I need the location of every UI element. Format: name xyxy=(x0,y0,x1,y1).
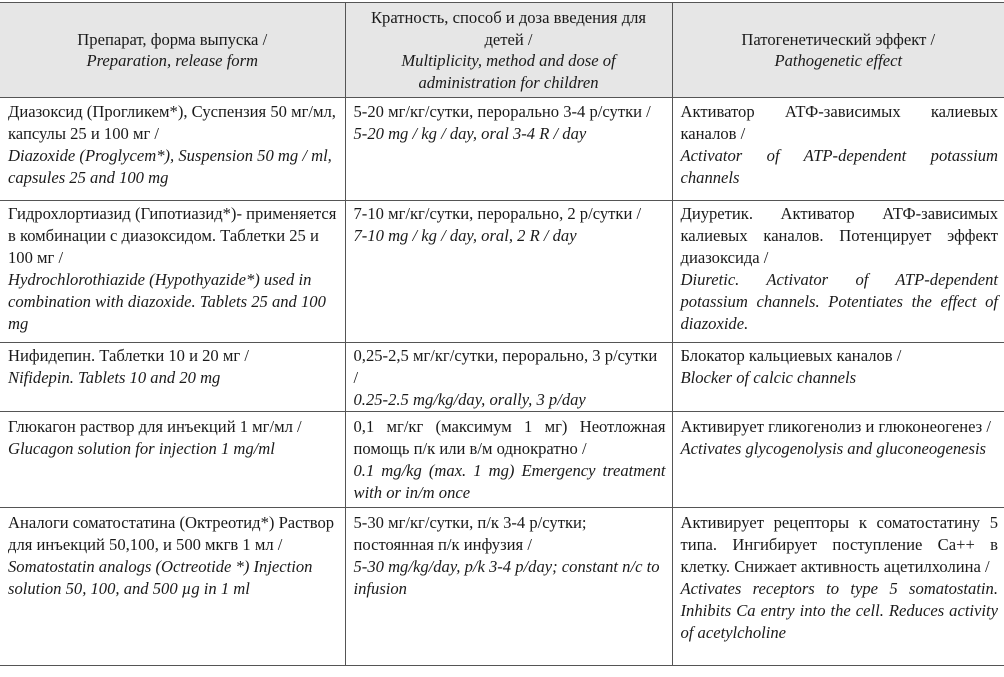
table-row xyxy=(0,343,1004,412)
cell-preparation xyxy=(0,508,345,666)
cell-dose xyxy=(345,343,672,412)
preparation-ru: Диазоксид (Прогликем*), Суспензия 50 мг/мл, капсулы 25 и 100 мг / xyxy=(8,102,336,143)
dose-en: 5-20 mg / kg / day, oral 3-4 R / day xyxy=(353,124,587,143)
effect-ru: Активирует рецепторы к соматостатину 5 типа. Ингибирует поступление Са++ в клетку. Снижает активность ацетилхолина / xyxy=(680,513,998,576)
preparation-ru: Аналоги соматостатина (Октреотид*) Раствор для инъекций 50,100, и 500 мкгв 1 мл / xyxy=(8,513,335,554)
cell-effect xyxy=(672,201,1004,343)
effect-ru: Активатор АТФ-зависимых калиевых каналов / xyxy=(680,102,998,143)
header-dose xyxy=(345,3,672,98)
dose-ru: 0,25-2,5 мг/кг/сутки, перорально, 3 р/сутки / xyxy=(353,346,658,387)
preparation-ru: Гидрохлортиазид (Гипотиазид*)- применяется в комбинации с диазоксидом. Таблетки 25 и 100 мг / xyxy=(8,204,337,267)
header-effect-ru: Патогенетический эффект / xyxy=(741,29,936,49)
header-effect xyxy=(672,3,1004,98)
table-row xyxy=(0,508,1004,666)
effect-ru: Блокатор кальциевых каналов / xyxy=(680,346,902,365)
preparation-en: Somatostatin analogs (Octreotide *) Injection solution 50, 100, and 500 µg in 1 ml xyxy=(8,557,313,598)
cell-preparation xyxy=(0,98,345,201)
dose-en: 0.25-2.5 mg/kg/day, orally, 3 p/day xyxy=(353,390,586,409)
cell-preparation xyxy=(0,412,345,508)
header-dose-en: Multiplicity, method and dose of administration for children xyxy=(401,51,616,92)
cell-effect xyxy=(672,98,1004,201)
cell-dose xyxy=(345,412,672,508)
table-row xyxy=(0,201,1004,343)
table-row xyxy=(0,98,1004,201)
effect-en: Activates glycogenolysis and gluconeogenesis xyxy=(680,439,987,458)
effect-ru: Диуретик. Активатор АТФ-зависимых калиевых каналов. Потенцирует эффект диазоксида / xyxy=(680,204,998,267)
table-row xyxy=(0,412,1004,508)
dose-ru: 7-10 мг/кг/сутки, перорально, 2 р/сутки / xyxy=(353,204,642,223)
cell-dose xyxy=(345,508,672,666)
preparation-ru: Нифидепин. Таблетки 10 и 20 мг / xyxy=(8,346,249,365)
cell-dose xyxy=(345,98,672,201)
drug-table xyxy=(0,2,1004,666)
header-preparation-ru: Препарат, форма выпуска / xyxy=(77,29,268,49)
effect-ru: Активирует гликогенолиз и глюконеогенез / xyxy=(680,417,991,436)
table-header-row xyxy=(0,3,1004,98)
preparation-en: Hydrochlorothiazide (Hypothyazide*) used in combination with diazoxide. Tablets 25 and 100 mg xyxy=(8,270,326,333)
header-dose-ru: Кратность, способ и доза введения для детей / xyxy=(370,8,647,49)
effect-en: Diuretic. Activator of ATP-dependent potassium channels. Potentiates the effect of diazoxide. xyxy=(680,270,998,333)
preparation-en: Glucagon solution for injection 1 mg/ml xyxy=(8,439,275,458)
dose-ru: 0,1 мг/кг (максимум 1 мг) Неотложная помощь п/к или в/м однократно / xyxy=(353,417,666,458)
header-effect-en: Pathogenetic effect xyxy=(774,51,903,70)
preparation-en: Diazoxide (Proglycem*), Suspension 50 mg / ml, capsules 25 and 100 mg xyxy=(8,146,332,187)
dose-en: 7-10 mg / kg / day, oral, 2 R / day xyxy=(353,226,577,245)
cell-effect xyxy=(672,508,1004,666)
dose-ru: 5-20 мг/кг/сутки, перорально 3-4 р/сутки / xyxy=(353,102,651,121)
cell-preparation xyxy=(0,201,345,343)
effect-en: Blocker of calcic channels xyxy=(680,368,857,387)
effect-en: Activator of ATP-dependent potassium channels xyxy=(680,146,998,187)
dose-en: 0.1 mg/kg (max. 1 mg) Emergency treatment with or in/m once xyxy=(353,461,666,502)
header-preparation xyxy=(0,3,345,98)
cell-dose xyxy=(345,201,672,343)
preparation-ru: Глюкагон раствор для инъекций 1 мг/мл / xyxy=(8,417,302,436)
cell-preparation xyxy=(0,343,345,412)
cell-effect xyxy=(672,412,1004,508)
header-preparation-en: Preparation, release form xyxy=(86,51,259,70)
dose-en: 5-30 mg/kg/day, p/k 3-4 p/day; constant n/c to infusion xyxy=(353,557,660,598)
dose-ru: 5-30 мг/кг/сутки, п/к 3-4 р/сутки; постоянная п/к инфузия / xyxy=(353,513,587,554)
effect-en: Activates receptors to type 5 somatostatin. Inhibits Ca entry into the cell. Reduces activity of acetylcholine xyxy=(680,579,998,642)
cell-effect xyxy=(672,343,1004,412)
preparation-en: Nifidepin. Tablets 10 and 20 mg xyxy=(8,368,221,387)
